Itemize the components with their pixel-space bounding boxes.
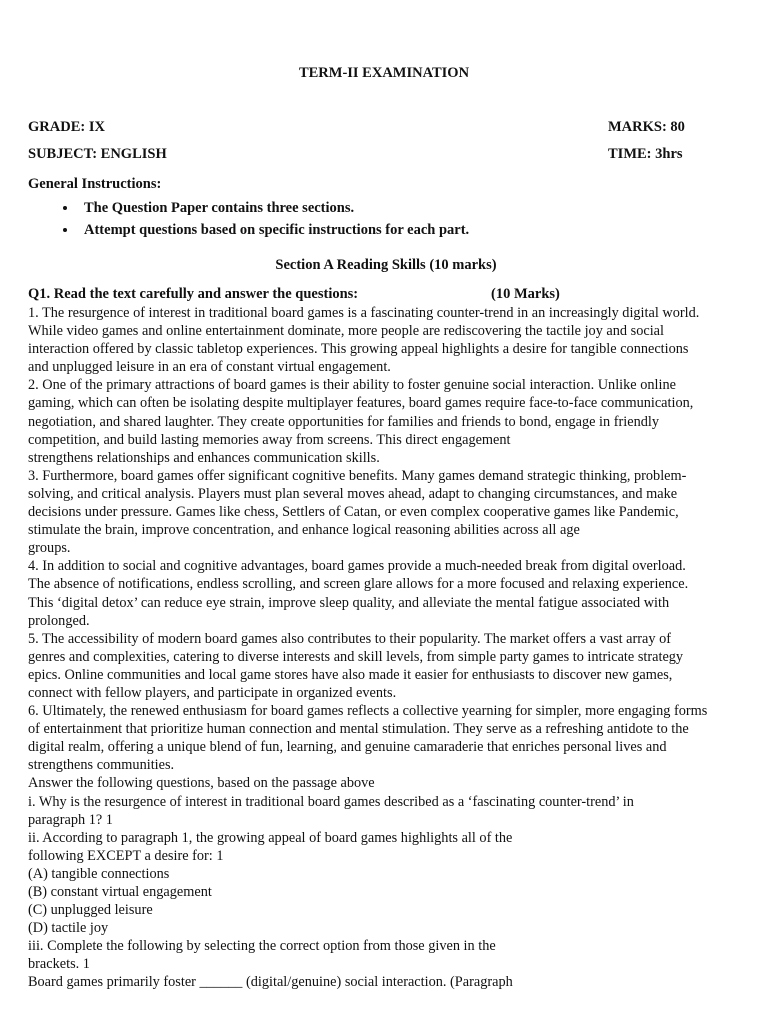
paragraph-3: 3. Furthermore, board games offer significant cognitive benefits. Many games demand strategic thinking, problem- solving, and critical analysis. Players must plan several moves ahead, adapt to changing circumstances, and make decisions under pressure. Games like chess, Settlers of Catan, or even complex cooperative games like Pandemic, stimulate the brain, improve concentration, and enhance logical reasoning abilities across all age groups. <box>28 467 687 557</box>
option-b: (B) constant virtual engagement <box>28 884 212 900</box>
question-iii-statement: Board games primarily foster ______ (digital/genuine) social interaction. (Paragraph <box>28 974 513 991</box>
passage-and-questions <box>28 304 748 992</box>
marks-label: MARKS: 80 <box>608 119 685 135</box>
option-d: (D) tactile joy <box>28 920 109 937</box>
question-ii: ii. According to paragraph 1, the growing appeal of board games highlights all of the following EXCEPT a desire for: 1 <box>28 829 513 864</box>
subject-time-row <box>28 146 708 163</box>
paragraph-1: 1. The resurgence of interest in traditional board games is a fascinating counter-trend in an increasingly digital world. While video games and online entertainment dominate, more people are rediscovering the tactile joy and social interaction offered by classic tabletop experiences. This growing appeal highlights a desire for tangible connections and unplugged leisure in an era of constant virtual engagement. <box>28 305 700 376</box>
option-c: (C) unplugged leisure <box>28 902 153 919</box>
instructions-list <box>30 198 469 241</box>
time-label: TIME: 3hrs <box>608 146 683 162</box>
subject-label: SUBJECT: ENGLISH <box>28 146 167 162</box>
question-1-label: Q1. Read the text carefully and answer the questions: <box>28 286 359 302</box>
instruction-item: • The Question Paper contains three sections. <box>78 198 469 220</box>
option-a: (A) tangible connections <box>28 865 170 882</box>
general-instructions-heading: General Instructions: <box>28 176 162 192</box>
grade-label: GRADE: IX <box>28 119 105 135</box>
section-heading: Section A Reading Skills (10 marks) <box>275 257 497 273</box>
paragraph-5: 5. The accessibility of modern board games also contributes to their popularity. The market offers a vast array of genres and complexities, catering to diverse interests and skill levels, from simple party games to intricate strategy epics. Online communities and local game stores have also made it easier for enthusiasts to discover new games, connect with fellow players, and participate in organized events. <box>28 630 684 701</box>
question-iii: iii. Complete the following by selecting the correct option from those given in the brackets. 1 <box>28 938 496 973</box>
paragraph-6: 6. Ultimately, the renewed enthusiasm for board games reflects a collective yearning for simpler, more engaging forms of entertainment that prioritize human connection and mental stimulation. They serve as a refreshing antidote to the digital realm, offering a unique blend of fun, learning, and genuine camaraderie that enriches personal lives and strengthens communities. <box>28 703 708 774</box>
question-i: i. Why is the resurgence of interest in traditional board games described as a ‘fascinating counter-trend’ in paragraph 1? 1 <box>28 793 634 828</box>
instruction-item: • Attempt questions based on specific instructions for each part. <box>78 220 469 242</box>
answer-instruction: Answer the following questions, based on the passage above <box>28 775 375 792</box>
paragraph-4: 4. In addition to social and cognitive advantages, board games provide a much-needed break from digital overload. The absence of notifications, endless scrolling, and screen glare allows for a more focused and relaxing experience. This ‘digital detox’ can reduce eye strain, improve sleep quality, and alleviate the mental fatigue associated with prolonged. <box>28 558 689 629</box>
grade-marks-row <box>28 119 708 136</box>
paragraph-2: 2. One of the primary attractions of board games is their ability to foster genuine social interaction. Unlike online gaming, which can often be isolating despite multiplayer features, board games require face-to-face communication, negotiation, and shared laughter. They create opportunities for families and friends to bond, engage in friendly competition, and build lasting memories away from screens. This direct engagement strengthens relationships and enhances communication skills. <box>28 377 694 466</box>
question-1-heading <box>28 286 748 303</box>
question-1-marks: (10 Marks) <box>491 286 560 302</box>
exam-title: TERM-II EXAMINATION <box>298 65 470 81</box>
